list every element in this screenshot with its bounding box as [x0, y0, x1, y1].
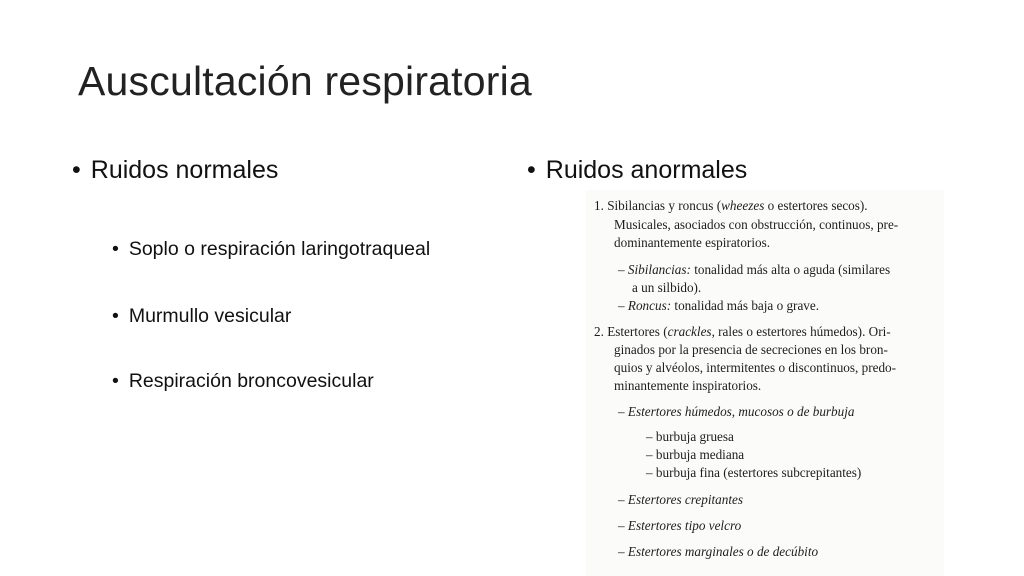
burbuja-label: burbuja fina (estertores subcrepitantes) [655, 465, 862, 480]
sibilancias-term: Sibilancias: [627, 262, 691, 277]
sibilancias-line2: a un silbido). [632, 280, 702, 295]
item2-title: Estertores [607, 324, 660, 339]
dash: – [646, 429, 653, 444]
burbuja-item [646, 428, 734, 446]
dash: – [618, 298, 625, 313]
bullet-icon: • [112, 238, 119, 260]
burbuja-label: burbuja gruesa [655, 429, 734, 444]
book-excerpt-image [586, 190, 944, 576]
dash: – [618, 544, 625, 559]
list-item [112, 305, 291, 328]
humedos-line [618, 403, 855, 421]
list-item-label: Respiración broncovesicular [128, 370, 374, 392]
item1-line1 [594, 197, 868, 215]
burbuja-label: burbuja mediana [655, 447, 745, 462]
marginales-text: Estertores marginales o de decúbito [627, 544, 819, 559]
list-item [112, 370, 374, 393]
dash: – [646, 447, 653, 462]
bullet-icon: • [72, 156, 81, 184]
list-item-label: Soplo o respiración laringotraqueal [128, 238, 431, 260]
velcro-line [618, 517, 741, 535]
roncus-text: tonalidad más baja o grave. [671, 298, 820, 313]
dash: – [618, 518, 625, 533]
burbuja-item [646, 464, 861, 482]
dash: – [646, 465, 653, 480]
sibilancias-text: tonalidad más alta o aguda (similares [690, 262, 891, 277]
sibilancias-line [618, 261, 890, 279]
item1-title: Sibilancias y roncus [607, 198, 714, 213]
item1-wheezes: wheezes [721, 198, 765, 213]
bullet-icon: • [527, 156, 536, 184]
item2-crackles: crackles [667, 324, 712, 339]
velcro-text: Estertores tipo velcro [627, 518, 742, 533]
item2-line3: quios y alvéolos, intermitentes o discontinuos, predo- [614, 360, 897, 375]
dash: – [618, 492, 625, 507]
item2-rest: , rales o estertores húmedos). Ori- [711, 324, 891, 339]
crepitantes-line [618, 491, 743, 509]
item1-line3: dominantemente espiratorios. [614, 235, 771, 250]
marginales-line [618, 543, 818, 561]
bullet-icon: • [112, 305, 119, 327]
humedos-text: Estertores húmedos, mucosos o de burbuja [627, 404, 855, 419]
dash: – [618, 404, 625, 419]
bullet-icon: • [112, 370, 119, 392]
item1-paren: ( [713, 198, 722, 213]
burbuja-item [646, 446, 744, 464]
item2-number: 2. [594, 324, 604, 339]
roncus-term: Roncus: [627, 298, 672, 313]
normal-sounds-label: Ruidos normales [90, 156, 279, 184]
heading-normal-sounds [72, 156, 278, 185]
item2-line2: ginados por la presencia de secreciones en los bron- [614, 342, 888, 357]
slide-title: Auscultación respiratoria [78, 58, 532, 104]
item1-rest: o estertores secos). [764, 198, 868, 213]
roncus-line [618, 297, 819, 315]
item2-paren: ( [659, 324, 668, 339]
item1-line2: Musicales, asociados con obstrucción, continuos, pre- [614, 217, 899, 232]
dash: – [618, 262, 625, 277]
abnormal-sounds-label: Ruidos anormales [545, 156, 748, 184]
heading-abnormal-sounds [527, 156, 747, 185]
item2-line4: minantemente inspiratorios. [614, 378, 762, 393]
crepitantes-text: Estertores crepitantes [627, 492, 744, 507]
list-item [112, 238, 430, 261]
list-item-label: Murmullo vesicular [128, 305, 292, 327]
item2-line1 [594, 323, 891, 341]
item1-number: 1. [594, 198, 604, 213]
